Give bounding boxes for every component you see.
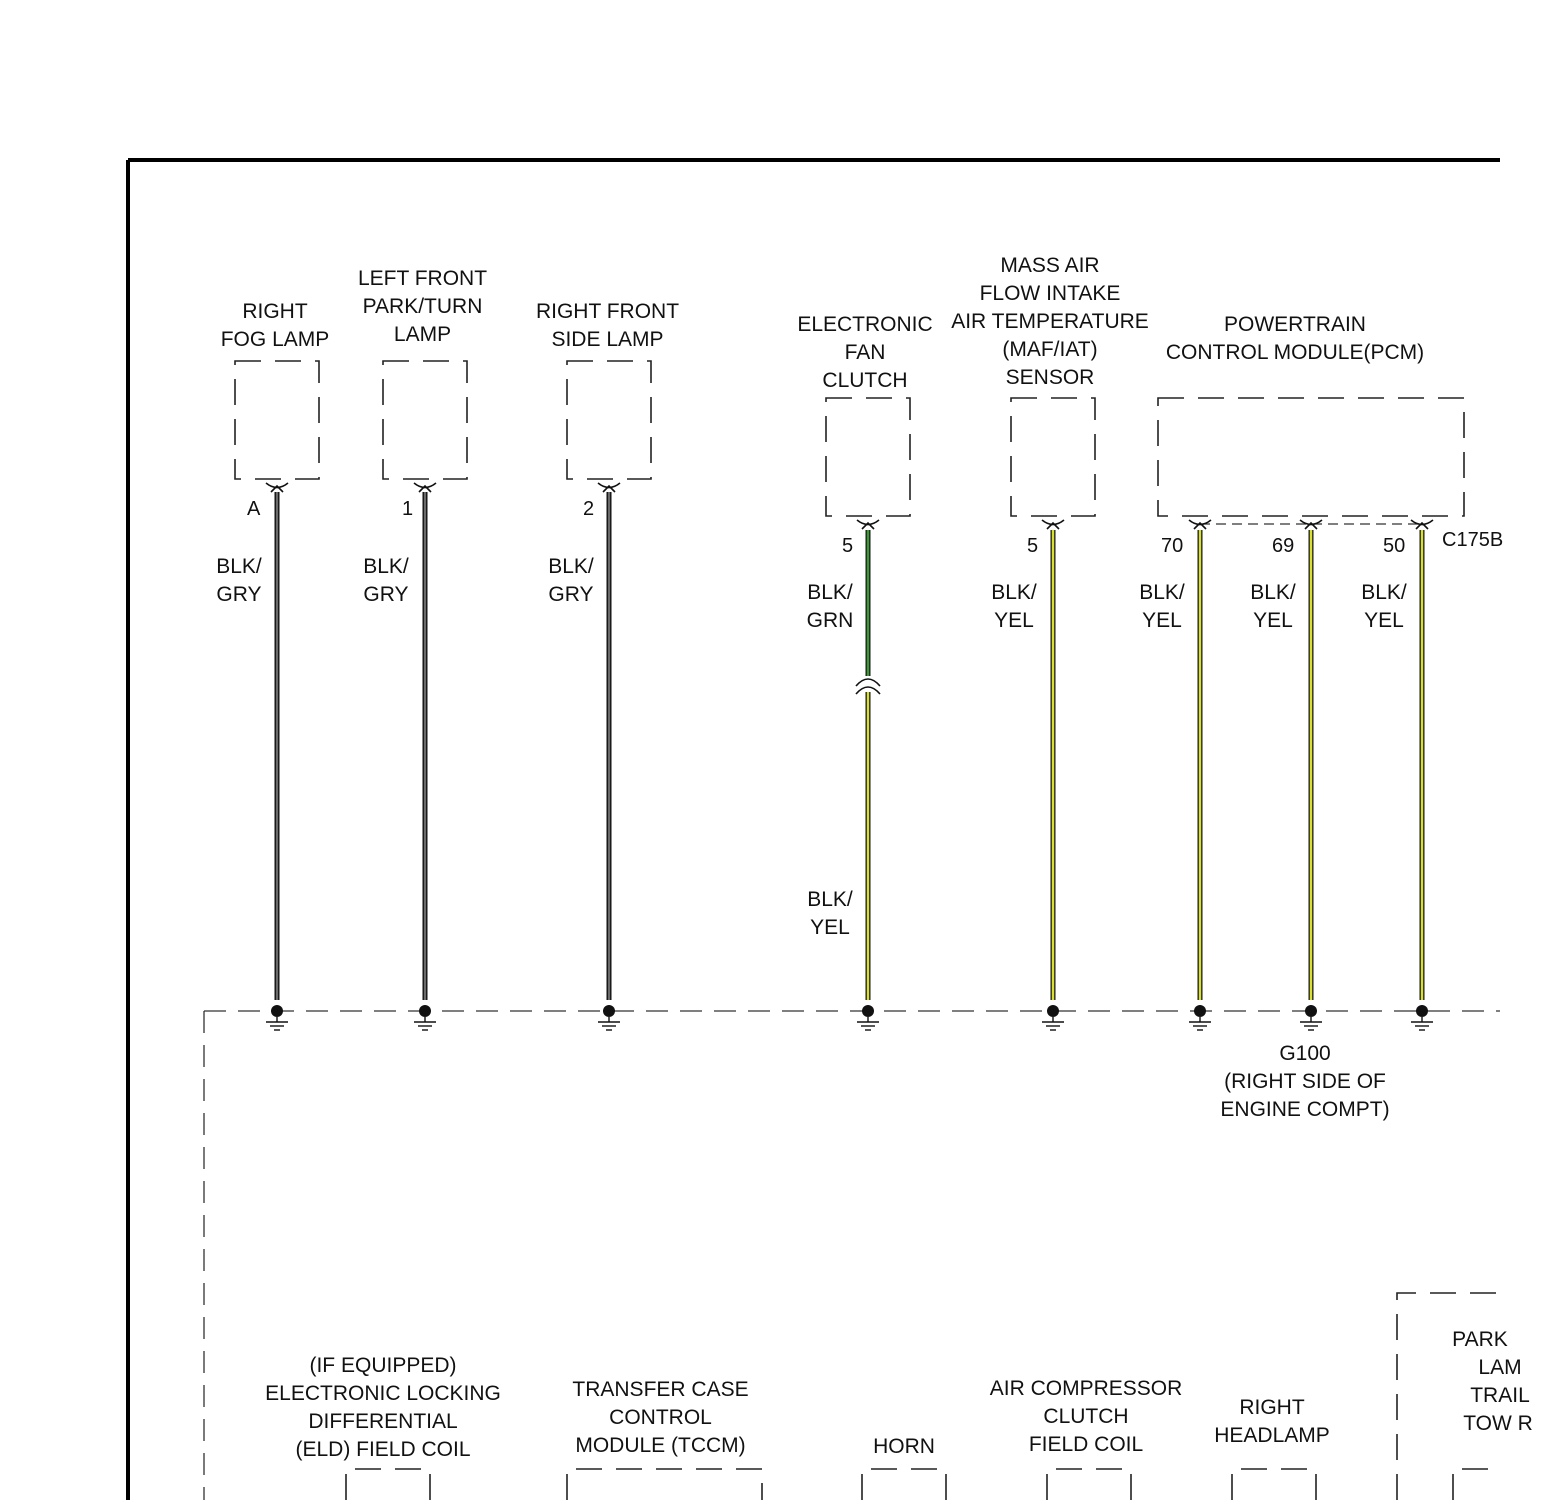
horn-box xyxy=(862,1469,946,1500)
wire-color-label: BLK/ GRY xyxy=(216,555,262,606)
ground-icon xyxy=(598,1005,620,1030)
right-headlamp-box xyxy=(1232,1469,1316,1500)
ground-icon xyxy=(1189,1005,1211,1030)
tccm-label: TRANSFER CASE CONTROL MODULE (TCCM) xyxy=(572,1378,749,1457)
ac-clutch-field-coil-box xyxy=(1047,1469,1131,1500)
left-front-park-turn-lamp-label: LEFT FRONT PARK/TURN LAMP xyxy=(357,267,488,346)
right-fog-lamp-label: RIGHT FOG LAMP xyxy=(220,300,330,351)
ground-icons xyxy=(266,1005,1433,1030)
electronic-fan-clutch-box xyxy=(826,398,910,516)
ground-icon xyxy=(414,1005,436,1030)
right-front-side-lamp-label: RIGHT FRONT SIDE LAMP xyxy=(535,300,680,351)
left-front-park-turn-lamp-box xyxy=(383,361,467,479)
ground-icon xyxy=(266,1005,288,1030)
right-front-side-lamp-box xyxy=(567,361,651,479)
pin-number: 1 xyxy=(402,498,414,520)
pin-number: 5 xyxy=(842,535,854,557)
wire-color-label: BLK/ YEL xyxy=(807,888,853,939)
wire-color-label: BLK/ YEL xyxy=(1139,581,1185,632)
connector-label: C175B xyxy=(1442,529,1504,551)
wire-color-label: BLK/ YEL xyxy=(1250,581,1296,632)
wire-color-label: BLK/ YEL xyxy=(991,581,1037,632)
terminal-symbols xyxy=(266,483,1433,529)
tccm-box xyxy=(567,1469,762,1500)
ground-icon xyxy=(1300,1005,1322,1030)
pin-number: 69 xyxy=(1272,535,1295,557)
pcm-box xyxy=(1158,398,1464,516)
wire-color-label: BLK/ GRY xyxy=(548,555,594,606)
electronic-fan-clutch-label: ELECTRONIC FAN CLUTCH xyxy=(797,313,933,392)
park-lamp-trailer-label: PARK LAM TRAIL TOW R xyxy=(1452,1328,1533,1435)
ac-clutch-field-coil-label: AIR COMPRESSOR CLUTCH FIELD COIL xyxy=(989,1377,1183,1456)
maf-iat-sensor-box xyxy=(1011,398,1095,516)
ground-icon xyxy=(857,1005,879,1030)
right-fog-lamp-box xyxy=(235,361,319,479)
park-lamp-trailer-inner-box xyxy=(1453,1469,1500,1500)
wire-color-label: BLK/ GRN xyxy=(806,581,854,632)
right-headlamp-label: RIGHT HEADLAMP xyxy=(1214,1396,1330,1447)
pin-number: A xyxy=(247,498,261,520)
ground-icon xyxy=(1411,1005,1433,1030)
pin-number: 50 xyxy=(1383,535,1406,557)
wire-color-label: BLK/ GRY xyxy=(363,555,409,606)
ground-icon xyxy=(1042,1005,1064,1030)
eld-field-coil-box xyxy=(346,1469,430,1500)
maf-iat-sensor-label: MASS AIR FLOW INTAKE AIR TEMPERATURE (MAF/IAT) SENSOR xyxy=(951,254,1149,389)
eld-field-coil-label: (IF EQUIPPED) ELECTRONIC LOCKING DIFFERENTIAL (ELD) FIELD COIL xyxy=(265,1354,501,1461)
pin-number: 2 xyxy=(583,498,595,520)
inline-splice-icon xyxy=(856,679,880,694)
wire-color-label: BLK/ YEL xyxy=(1361,581,1407,632)
horn-label: HORN xyxy=(873,1435,935,1458)
pin-number: 5 xyxy=(1027,535,1039,557)
ground-label: G100 (RIGHT SIDE OF ENGINE COMPT) xyxy=(1220,1042,1390,1121)
pin-number: 70 xyxy=(1161,535,1184,557)
pcm-label: POWERTRAIN CONTROL MODULE(PCM) xyxy=(1165,313,1425,364)
